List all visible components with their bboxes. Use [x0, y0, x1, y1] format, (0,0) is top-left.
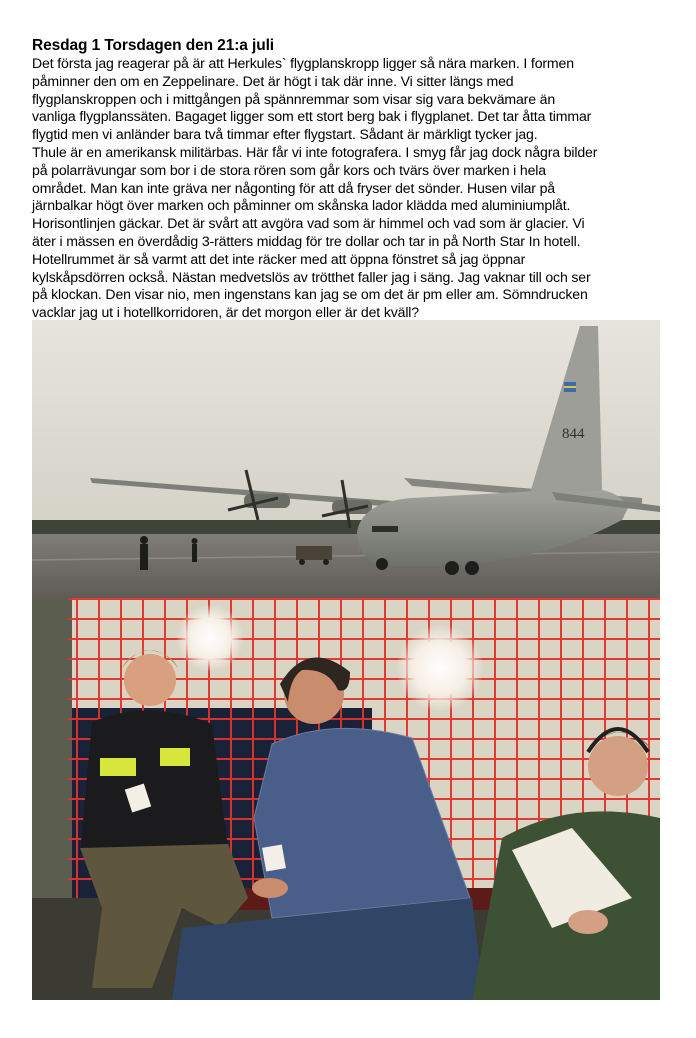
- paragraph-line: Hotellrummet är så varmt att det inte räcker med att öppna fönstret så jag öppnar: [32, 250, 526, 267]
- aircraft-photo-illustration: [32, 320, 660, 598]
- paragraph-line: Horisontlinjen gäckar. Det är svårt att avgöra vad som är himmel och vad som är glacier. Vi: [32, 215, 585, 232]
- photo-cargo-hold-passengers: [32, 598, 660, 1000]
- paragraph-line: området. Man kan inte gräva ner någonting för att då fryser det sönder. Husen vilar på: [32, 179, 555, 196]
- paragraph-line: flygplanskroppen och i mittgången på spännremmar som visar sig vara bekvämare än: [32, 90, 556, 107]
- paragraph-line: vanliga flygplanssäten. Bagaget ligger som ett stort berg bak i flygplanet. Det tar åtta timmar: [32, 108, 592, 125]
- body-paragraph: [32, 55, 666, 322]
- tail-number: 844: [562, 426, 585, 442]
- paragraph-line: på polarrävungar som bor i de stora rören som går kors och tvärs över marken i hela: [32, 161, 546, 178]
- paragraph-line: järnbalkar högt över marken och påminner om skånska lador klädda med aluminiumplåt.: [32, 197, 571, 214]
- paragraph-line: Thule är en amerikansk militärbas. Här får vi inte fotografera. I smyg får jag dock några bilder: [32, 143, 598, 160]
- paragraph-line: Det första jag reagerar på är att Herkules` flygplanskropp ligger så nära marken. I formen: [32, 55, 574, 71]
- photo-hercules-aircraft: [32, 320, 660, 598]
- paragraph-line: vacklar jag ut i hotellkorridoren, är det morgon eller är det kväll?: [32, 304, 419, 321]
- paragraph-line: påminner den om en Zeppelinare. Det är högt i tak där inne. Vi sitter längs med: [32, 72, 514, 89]
- paragraph-line: på klockan. Den visar nio, men ingenstans kan jag se om det är pm eller am. Sömndrucken: [32, 286, 588, 303]
- page-heading: Resdag 1 Torsdagen den 21:a juli: [32, 37, 274, 54]
- paragraph-line: kylskåpsdörren också. Nästan medvetslös av trötthet faller jag i säng. Jag vaknar till och ser: [32, 268, 591, 285]
- paragraph-line: flygtid men vi anländer bara två timmar efter flygstart. Sådant är märkligt tycker jag.: [32, 126, 538, 143]
- paragraph-line: äter i mässen en överdådig 3-rätters middag för tre dollar och tar in på North Star In hotell.: [32, 232, 581, 249]
- cabin-photo-illustration: [32, 598, 660, 1000]
